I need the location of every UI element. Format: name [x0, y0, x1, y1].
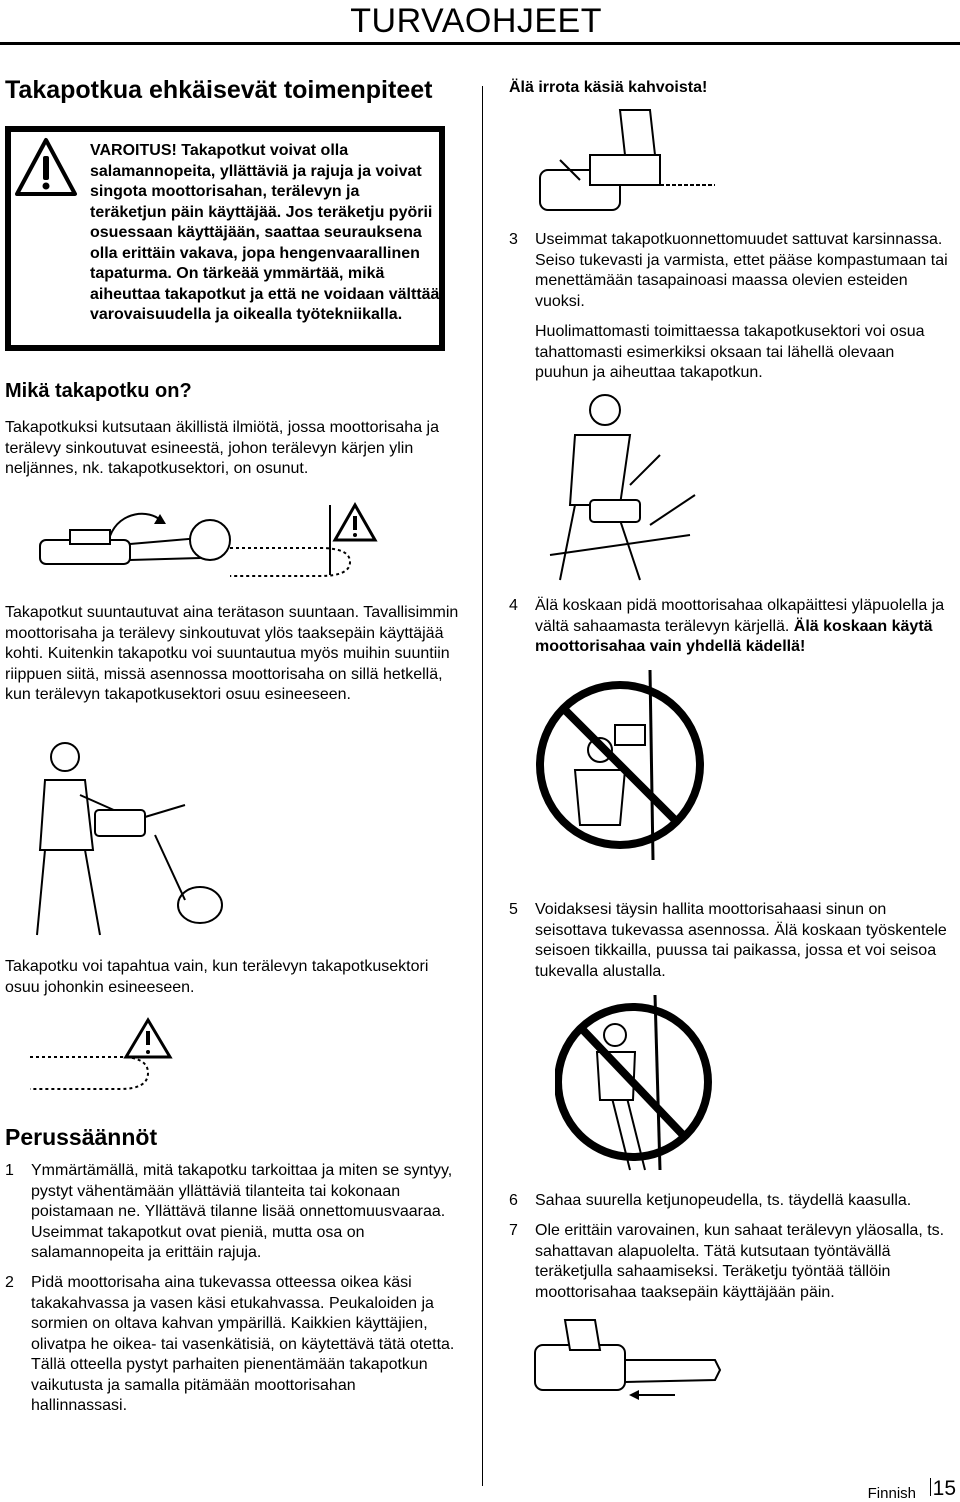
- warning-text: [90, 141, 440, 326]
- limbing-kickback-illustration: [530, 385, 700, 585]
- rule-6-number: 6: [509, 1192, 518, 1209]
- kickback-zone-illustration: [30, 1015, 180, 1095]
- kickback-sector-illustration: [30, 500, 440, 580]
- column-divider: [482, 86, 483, 1486]
- rule-6: [509, 1191, 959, 1212]
- what-is-kickback-text: Takapotkuksi kutsutaan äkillistä ilmiötä, jossa moottorisaha ja terälevy sinkoutuvat esineestä, johon terälevyn kärjen ylin neljännes, nk. takapotkusektori, on osunut.: [5, 419, 439, 477]
- rule-2-number: 2: [5, 1274, 14, 1291]
- rule-1-number: 1: [5, 1162, 14, 1179]
- rule-4-bold: Älä koskaan käytä moottorisahaa vain yhdellä kädellä!: [535, 617, 933, 655]
- rule-6-text: Sahaa suurella ketjunopeudella, ts. täydellä kaasulla.: [535, 1192, 912, 1209]
- grip-heading: Älä irrota käsiä kahvoista!: [509, 79, 708, 96]
- section-title-kickback-prevention: Takapotkua ehkäisevät toimenpiteet: [5, 76, 433, 104]
- warning-body: Takapotkut voivat olla salamannopeita, yllättäviä ja rajuja ja voivat singota moottorisahan, terälevyn ja teräketjun päin käyttäjää. Jos teräketju pyörii osuessaan käyttäjään, saattaa seurauksena olla erittäin vakava, jopa hengenvaarallinen tapaturma. On tärkeää ymmärtää, mikä aiheuttaa takapotkut ja että ne voidaan välttää varovaisuudella ja oikealla työtekniikalla.: [90, 142, 440, 323]
- rule-3: [509, 230, 949, 312]
- kickback-sector-text: Takapotku voi tapahtua vain, kun terälevyn takapotkusektori osuu johonkin esineeseen.: [5, 958, 429, 996]
- what-is-kickback-heading: Mikä takapotku on?: [5, 380, 192, 402]
- rule-3-extra-text: Huolimattomasti toimittaessa takapotkusektori voi osua tahattomasti esimerkiksi oksaan tai lähellä olevaan puuhun ja aiheuttaa takapotkun.: [535, 323, 925, 381]
- kickback-person-illustration: [25, 735, 235, 940]
- rule-2-text: Pidä moottorisaha aina tukevassa otteessa oikea käsi takakahvassa ja vasen käsi etukahvassa. Peukaloiden ja sormien on oltava kahvan ympärillä. Kaikkien käyttäjien, olivatpa he oikea- tai vasenkätisiä, on käytettävä tätä otetta. Tällä otteella pystyt parhaiten pienentämään takapotkun vaikutusta ja samalla pitämään moottorisahan hallinnassasi.: [31, 1274, 455, 1414]
- rule-1-text: Ymmärtämällä, mitä takapotku tarkoittaa ja miten se syntyy, pystyt vähentämään yllättäviä tilanteita tai kokonaan poistamaan ne. Yllättävä tilanne lisää onnettomuusvaaraa. Useimmat takapotkut ovat pieniä, mutta osa on salamannopeita ja erittäin rajuja.: [31, 1162, 453, 1261]
- page-header-title: TURVAOHJEET: [350, 2, 602, 40]
- rule-7: [509, 1221, 959, 1303]
- warning-lead: VAROITUS!: [90, 142, 177, 159]
- rule-7-number: 7: [509, 1222, 518, 1239]
- header-rule: [0, 42, 960, 45]
- rule-3-number: 3: [509, 231, 518, 248]
- rule-5: [509, 900, 959, 982]
- rule-7-text: Ole erittäin varovainen, kun sahaat terälevyn yläosalla, ts. sahattavan alapuolelta. Tätä kutsutaan työntävällä teräketjulla sahaamiseksi. Teräketju työntää tällöin moottorisahaa taaksepäin käyttäjään päin.: [535, 1222, 945, 1301]
- hands-on-handles-illustration: [530, 100, 720, 220]
- pushing-chain-illustration: [525, 1310, 725, 1420]
- rule-4-number: 4: [509, 597, 518, 614]
- warning-triangle-icon: [14, 136, 78, 198]
- footer-language: Finnish: [867, 1485, 916, 1502]
- footer-page-number: 15: [932, 1477, 956, 1500]
- rule-1: [5, 1161, 455, 1264]
- prohibited-ladder-cutting-illustration: [555, 990, 715, 1175]
- rule-4-body: Älä koskaan pidä moottorisahaa olkapäittesi yläpuolella ja vältä sahaamasta terälevyn kärjellä.: [535, 597, 945, 635]
- rule-5-number: 5: [509, 901, 518, 918]
- kickback-direction-text: Takapotkut suuntautuvat aina terätason suuntaan. Tavallisimmin moottorisaha ja terälevy sinkoutuvat ylös taaksepäin käyttäjää kohti. Kuitenkin takapotku voi suuntautua myös muihin suuntiin riippuen siitä, missä asennossa moottorisaha on sillä hetkellä, kun terälevyn takapotkusektori osuu esineeseen.: [5, 604, 459, 703]
- prohibited-overhead-cutting-illustration: [535, 665, 705, 865]
- basic-rules-title: Perussäännöt: [5, 1124, 158, 1150]
- rule-5-text: Voidaksesi täysin hallita moottorisahaasi sinun on seisottava tukevassa asennossa. Älä koskaan työskentele seisoen tikkailla, puussa tai paikassa, jossa et voi seisoa tukevalla alustalla.: [535, 901, 947, 980]
- rule-4: [509, 596, 959, 658]
- rule-4-text: [535, 596, 959, 658]
- footer-rule: [930, 1478, 931, 1496]
- rule-2: [5, 1273, 455, 1417]
- rule-3-text: Useimmat takapotkuonnettomuudet sattuvat karsinnassa. Seiso tukevasti ja varmista, ettet pääse kompastumaan tai menettämään tasapainoasi maassa olevien esteiden vuoksi.: [535, 231, 948, 310]
